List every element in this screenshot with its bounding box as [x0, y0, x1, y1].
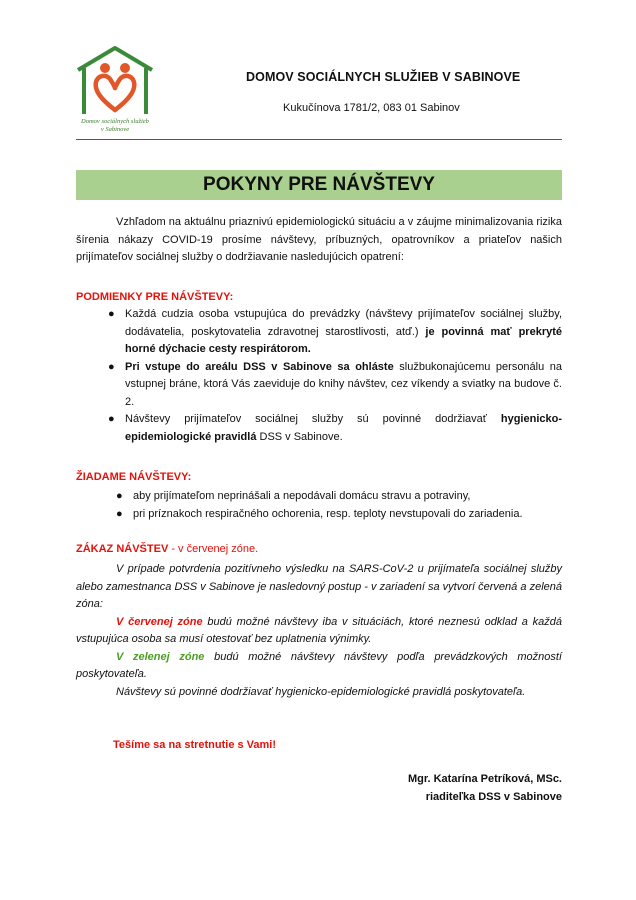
red-zone-label: V červenej zóne [116, 615, 203, 628]
page-title: POKYNY PRE NÁVŠTEVY [203, 174, 435, 195]
intro-paragraph: Vzhľadom na aktuálnu priaznivú epidemiologickú situáciu a v záujme minimalizovania rizika šírenia nákazy COVID-19 prosíme návštevy, príbuzných, opatrovníkov a priateľov našich prijímateľov sociálnej služby o dodržiavanie nasledujúcich opatrení: [76, 216, 562, 263]
house-hearts-icon [74, 44, 156, 118]
list-item [116, 506, 562, 524]
ban-section [76, 561, 562, 701]
list-item-text: Každá cudzia osoba vstupujúca do prevádzky (návštevy prijímateľov sociálnej služby, dodávatelia, poskytovatelia zdravotnej starostlivosti, atď.) [125, 308, 562, 338]
signature-name: Mgr. Katarína Petríková, MSc. [407, 773, 562, 785]
conditions-list [108, 306, 562, 446]
bullet-icon: ● [108, 308, 115, 320]
list-item [108, 306, 562, 359]
red-zone-text: budú možné návštevy iba v situáciách, ktoré neznesú odklad a každá vstupujúca osoba sa musí otestovať bez uplatnenia výnimky. [76, 615, 562, 645]
ban-heading: ZÁKAZ NÁVŠTEV [76, 543, 169, 555]
list-item-text: pri príznakoch respiračného ochorenia, resp. teploty nevstupovali do zariadenia. [133, 507, 523, 520]
signature-role: riaditeľka DSS v Sabinove [425, 791, 562, 803]
list-item [116, 488, 562, 506]
ban-heading-suffix: - v červenej zóne. [168, 543, 259, 555]
list-item-text: Návštevy prijímateľov sociálnej služby sú povinné dodržiavať [125, 413, 501, 425]
list-item-emphasis: je povinná mať prekryté horné dýchacie cesty respirátorom. [125, 325, 562, 355]
logo-text-line2: v Sabinove [100, 126, 130, 133]
title-bar [76, 170, 562, 200]
red-zone-paragraph [76, 614, 562, 649]
ban-paragraph: V prípade potvrdenia pozitívneho výsledku na SARS-CoV-2 u prijímateľa sociálnej služby alebo zamestnanca DSS v Sabinove je nasledovný postup - v zariadení sa vytvorí červená a zelená zóna: [76, 563, 562, 610]
list-item-text: službukonajúcemu personálu na vstupnej bráne, ktorá Vás zaeviduje do knihy návštev, cez víkendy a sviatky na budove č. 2. [125, 360, 563, 408]
requests-list [116, 488, 562, 523]
list-item-emphasis: hygienicko-epidemiologické pravidlá [125, 413, 562, 443]
organization-address: Kukučínova 1781/2, 083 01 Sabinov [283, 102, 460, 114]
list-item [108, 359, 562, 412]
list-item [108, 411, 562, 446]
logo [74, 44, 156, 136]
list-item-text: aby prijímateľom neprinášali a nepodávali domácu stravu a potraviny, [133, 490, 471, 502]
header-divider [76, 139, 562, 140]
section-heading-ban [76, 543, 258, 555]
rules-paragraph: Návštevy sú povinné dodržiavať hygienicko-epidemiologické pravidlá poskytovateľa. [116, 685, 526, 698]
list-item-text: DSS v Sabinove. [256, 430, 343, 443]
bullet-icon: ● [116, 490, 123, 502]
closing-line: Tešíme sa na stretnutie s Vami! [113, 739, 277, 751]
green-zone-label: V zelenej zóne [116, 650, 205, 663]
section-heading-requests: ŽIADAME NÁVŠTEVY: [76, 471, 192, 483]
section-heading-conditions: PODMIENKY PRE NÁVŠTEVY: [76, 291, 234, 303]
logo-text-line1: Domov sociálnych služieb [81, 118, 149, 125]
organization-name: DOMOV SOCIÁLNYCH SLUŽIEB V SABINOVE [246, 70, 521, 84]
green-zone-text: budú možné návštevy návštevy podľa prevádzkových možností poskytovateľa. [76, 650, 562, 680]
bullet-icon: ● [108, 360, 115, 373]
bullet-icon: ● [116, 507, 123, 520]
green-zone-paragraph [76, 649, 562, 684]
bullet-icon: ● [108, 413, 115, 425]
list-item-emphasis: Pri vstupe do areálu DSS v Sabinove sa ohláste [125, 360, 394, 373]
